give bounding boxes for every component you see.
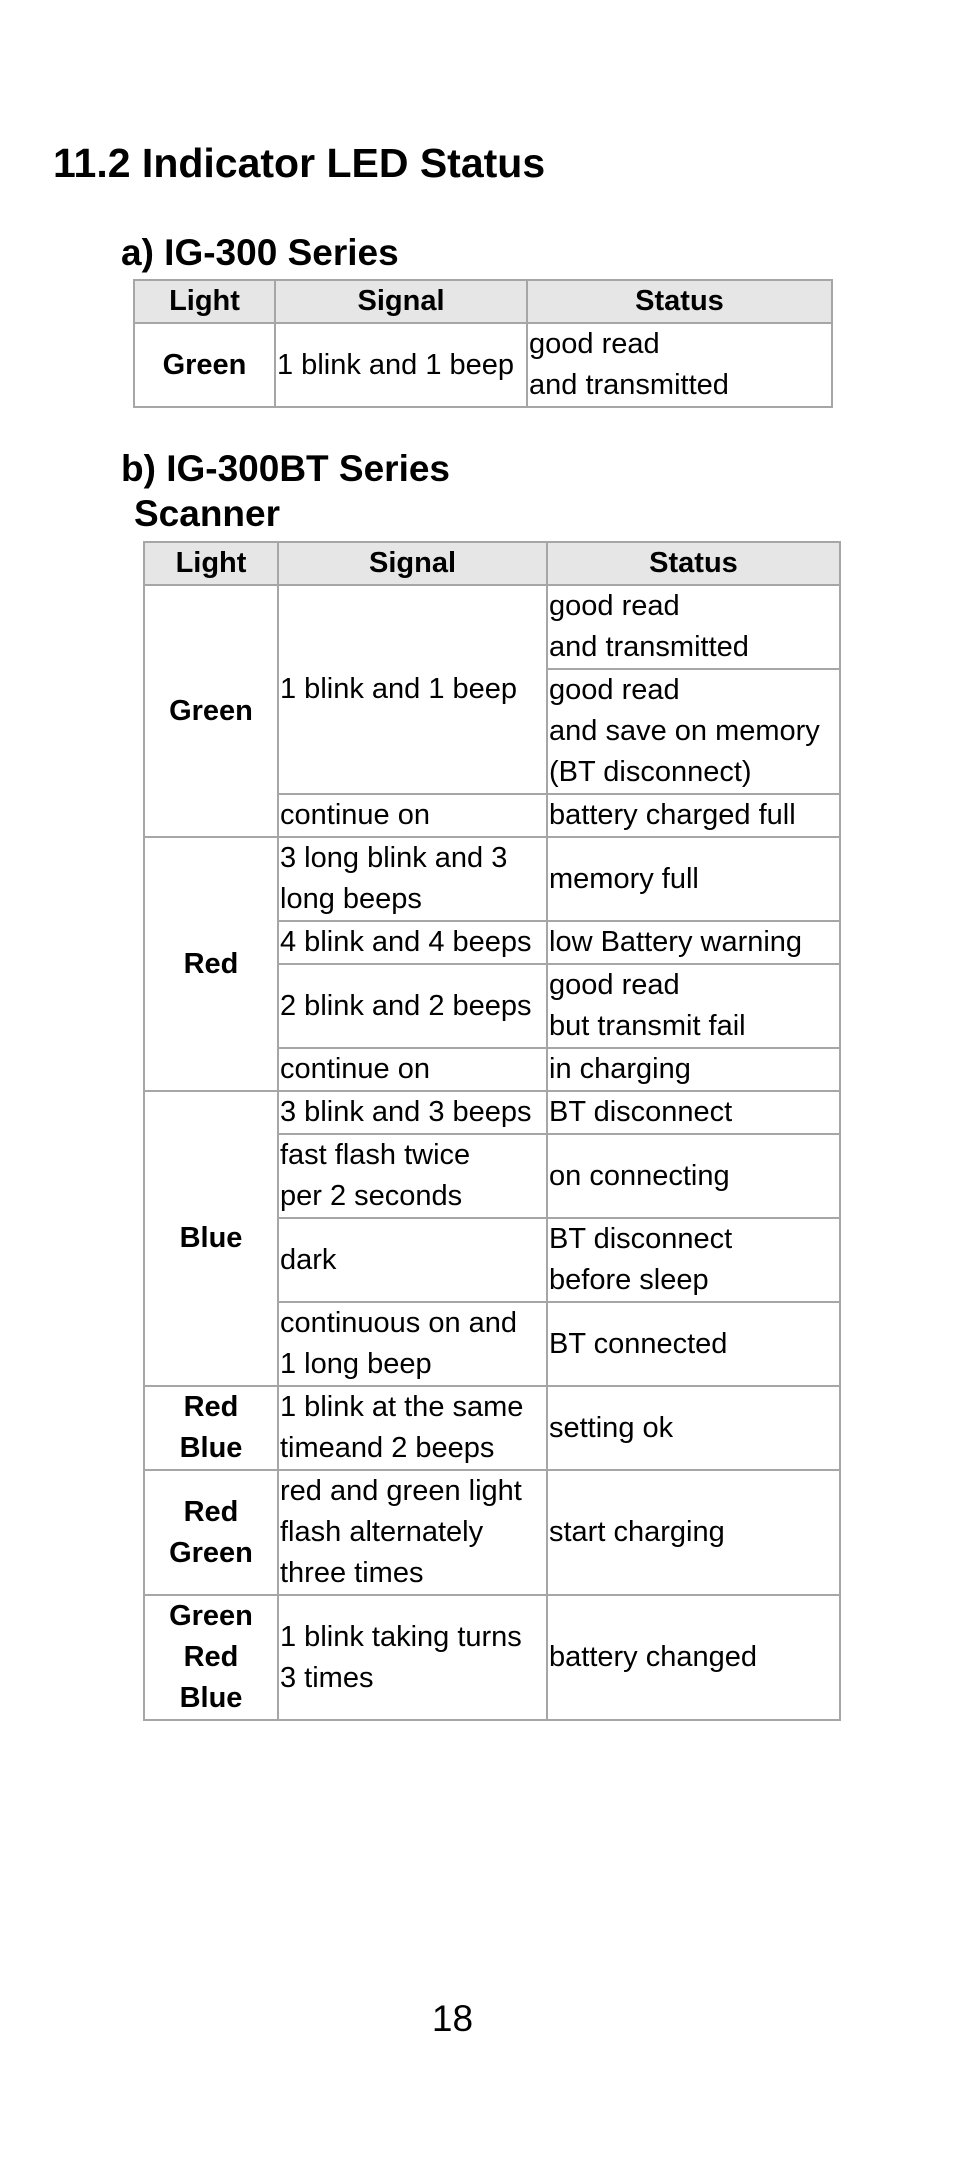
status-line: battery charged full bbox=[549, 799, 796, 831]
signal-line: continue on bbox=[280, 799, 430, 831]
signal-cell bbox=[278, 1302, 547, 1386]
status-line: and transmitted bbox=[549, 631, 749, 663]
signal-cell bbox=[278, 1386, 547, 1470]
signal-cell: 1 blink and 1 beep bbox=[275, 323, 527, 407]
status-line: good read bbox=[549, 674, 680, 706]
signal-line: 3 times bbox=[280, 1661, 374, 1694]
section-title: 11.2 Indicator LED Status bbox=[53, 140, 546, 186]
status-line: and transmitted bbox=[529, 369, 729, 401]
status-line: battery changed bbox=[549, 1641, 757, 1673]
table-header-row bbox=[144, 542, 840, 585]
status-line: in charging bbox=[549, 1053, 691, 1085]
signal-line: dark bbox=[280, 1243, 337, 1276]
scanner-subheading: Scanner bbox=[134, 493, 281, 534]
table-row bbox=[144, 837, 840, 921]
light-cell: Green bbox=[134, 323, 275, 407]
light-name: Green bbox=[169, 1600, 253, 1632]
signal-cell bbox=[278, 794, 547, 837]
header-light: Light bbox=[134, 280, 275, 323]
status-line: setting ok bbox=[549, 1411, 674, 1444]
status-cell bbox=[547, 1048, 840, 1091]
light-name: Blue bbox=[179, 1682, 243, 1714]
status-cell bbox=[547, 921, 840, 964]
ig-300bt-table-body bbox=[144, 585, 840, 1720]
signal-cell bbox=[278, 1048, 547, 1091]
signal-line: fast flash twice bbox=[280, 1139, 471, 1171]
table-row bbox=[144, 585, 840, 669]
signal-cell bbox=[278, 964, 547, 1048]
signal-cell bbox=[278, 921, 547, 964]
header-status: Status bbox=[547, 542, 840, 585]
light-cell bbox=[144, 585, 278, 837]
light-name: Red bbox=[183, 1391, 239, 1423]
status-line: good read bbox=[549, 590, 680, 622]
signal-line: 1 blink taking turns bbox=[280, 1620, 522, 1653]
status-cell bbox=[547, 1091, 840, 1134]
signal-line: 3 blink and 3 beeps bbox=[280, 1096, 532, 1128]
status-line: on connecting bbox=[549, 1159, 730, 1192]
status-line: and save on memory bbox=[549, 715, 820, 747]
signal-line: 2 blink and 2 beeps bbox=[280, 989, 532, 1022]
light-name: Green bbox=[169, 694, 253, 727]
status-line: good read bbox=[529, 328, 660, 360]
status-line: memory full bbox=[549, 862, 699, 895]
status-line: good read bbox=[549, 969, 680, 1001]
signal-cell bbox=[278, 1134, 547, 1218]
header-status: Status bbox=[527, 280, 832, 323]
status-line: before sleep bbox=[549, 1264, 709, 1296]
status-cell bbox=[547, 964, 840, 1048]
light-cell bbox=[144, 837, 278, 1091]
signal-line: 1 blink at the same bbox=[280, 1391, 524, 1423]
signal-line: three times bbox=[280, 1557, 424, 1589]
signal-line: 4 blink and 4 beeps bbox=[280, 926, 532, 958]
header-signal: Signal bbox=[278, 542, 547, 585]
light-cell bbox=[144, 1470, 278, 1595]
status-cell bbox=[547, 1134, 840, 1218]
table-row bbox=[144, 1091, 840, 1134]
status-line: (BT disconnect) bbox=[549, 756, 752, 788]
status-cell bbox=[547, 585, 840, 669]
signal-cell bbox=[278, 1595, 547, 1720]
ig-300bt-heading: b) IG-300BT Series bbox=[121, 448, 451, 489]
light-name: Blue bbox=[179, 1222, 243, 1254]
status-cell bbox=[527, 323, 832, 407]
ig-300-heading: a) IG-300 Series bbox=[121, 232, 399, 273]
page-number: 18 bbox=[431, 1998, 474, 2039]
table-row bbox=[134, 323, 832, 407]
light-name: Red bbox=[183, 947, 239, 980]
table-row bbox=[144, 1470, 840, 1595]
signal-cell bbox=[278, 1218, 547, 1302]
light-name: Red bbox=[183, 1495, 239, 1528]
status-cell bbox=[547, 794, 840, 837]
light-name: Blue bbox=[179, 1432, 243, 1464]
status-line: but transmit fail bbox=[549, 1010, 746, 1042]
signal-line: continuous on and bbox=[280, 1307, 518, 1339]
table-header-row bbox=[134, 280, 832, 323]
signal-line: continue on bbox=[280, 1053, 430, 1085]
status-line: BT disconnect bbox=[549, 1096, 733, 1128]
status-cell bbox=[547, 837, 840, 921]
signal-cell bbox=[278, 585, 547, 794]
status-cell bbox=[547, 1218, 840, 1302]
signal-line: long beeps bbox=[280, 883, 422, 915]
signal-cell bbox=[278, 1091, 547, 1134]
light-cell bbox=[144, 1595, 278, 1720]
light-cell bbox=[144, 1386, 278, 1470]
status-cell bbox=[547, 1386, 840, 1470]
ig-300bt-led-table bbox=[143, 541, 841, 1721]
signal-cell bbox=[278, 837, 547, 921]
ig-300-led-table bbox=[133, 279, 833, 408]
status-line: start charging bbox=[549, 1516, 725, 1548]
signal-line: timeand 2 beeps bbox=[280, 1432, 495, 1464]
signal-line: flash alternately bbox=[280, 1516, 484, 1548]
status-cell bbox=[547, 1595, 840, 1720]
status-cell bbox=[547, 1302, 840, 1386]
signal-line: 1 blink and 1 beep bbox=[280, 673, 518, 705]
table-row bbox=[144, 1595, 840, 1720]
status-cell bbox=[547, 1470, 840, 1595]
status-line: low Battery warning bbox=[549, 926, 803, 958]
light-cell bbox=[144, 1091, 278, 1386]
light-name: Green bbox=[169, 1536, 253, 1569]
status-line: BT disconnect bbox=[549, 1223, 733, 1255]
table-row bbox=[144, 1386, 840, 1470]
header-signal: Signal bbox=[275, 280, 527, 323]
status-cell bbox=[547, 669, 840, 794]
status-line: BT connected bbox=[549, 1327, 728, 1360]
signal-line: 1 long beep bbox=[280, 1348, 432, 1380]
signal-line: 3 long blink and 3 bbox=[280, 842, 508, 874]
signal-line: per 2 seconds bbox=[280, 1180, 463, 1212]
header-light: Light bbox=[144, 542, 278, 585]
light-name: Red bbox=[183, 1641, 239, 1673]
signal-cell bbox=[278, 1470, 547, 1595]
signal-line: red and green light bbox=[280, 1475, 522, 1507]
